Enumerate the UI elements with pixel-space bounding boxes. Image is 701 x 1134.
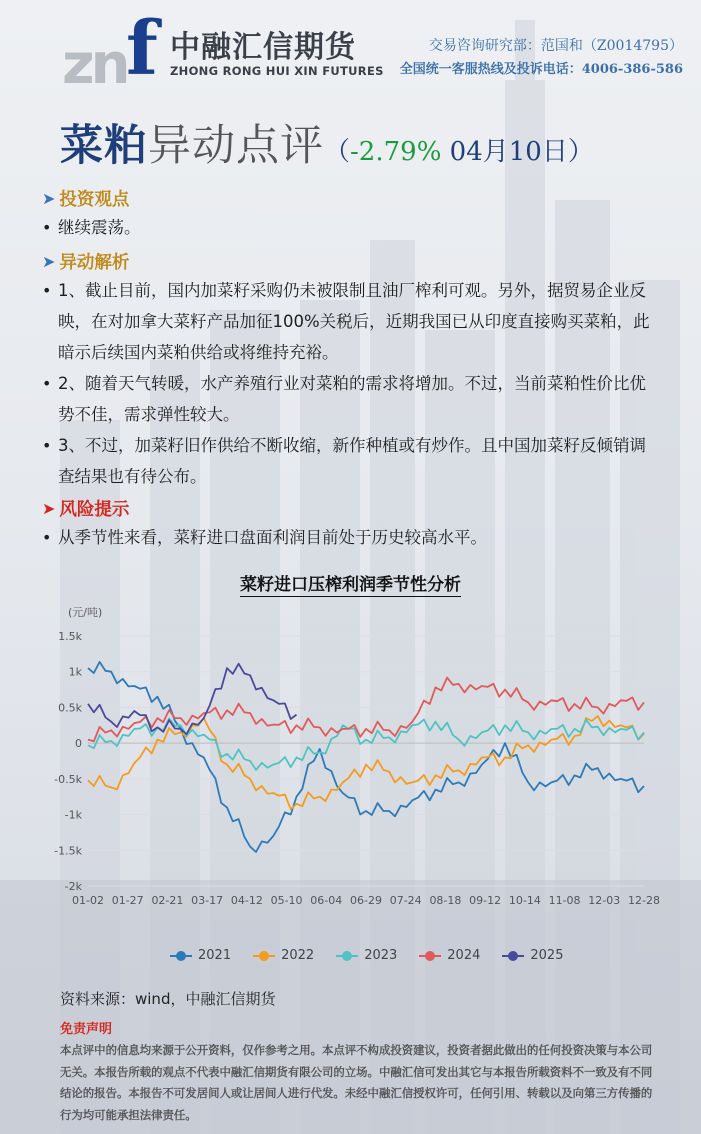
x-tick-label: 07-24: [389, 894, 422, 907]
bullet-icon: •: [42, 436, 52, 455]
x-tick-label: 03-17: [191, 894, 224, 907]
analyst-line: 交易咨询研究部：范国和（Z0014795）: [428, 38, 683, 54]
series-line-2021: [88, 662, 644, 852]
arrow-right-icon: ➤: [42, 188, 56, 208]
list-item: • 1、截止目前，国内加菜籽采购仍未被限制且油厂榨利可观。另外，据贸易企业反映，在对加拿大菜籽产品加征100%关税后，近期我国已从印度直接购买菜粕，此暗示后续国内菜粕供给或将维持充裕。: [42, 275, 662, 368]
section-heading-analysis: ➤ 异动解析: [42, 251, 130, 273]
disclaimer-body: 本点评中的信息均来源于公开资料，仅作参考之用。本点评不构成投资建议，投资者据此做出的任何投资决策与本公司无关。本报告所载的观点不代表中融汇信期货有限公司的立场。中融汇信可发出其它与本报告所载资料不一致及有不同结论的报告。本报告不可发居间人或让居间人进行代发。未经中融汇信授权许可，任何引用、转载以及向第三方传播的行为均可能承担法律责任。: [60, 1043, 653, 1122]
disclaimer-title: 免责声明: [60, 1022, 113, 1037]
logo-mark-f: f: [126, 6, 158, 92]
report-title: [60, 112, 594, 173]
arrow-right-icon: ➤: [42, 251, 56, 271]
chart-title: 菜籽进口压榨利润季节性分析: [240, 575, 461, 595]
y-tick-label: -2k: [64, 880, 82, 893]
logo-company-name-en: ZHONG RONG HUI XIN FUTURES: [170, 64, 384, 78]
y-tick-label: -1k: [64, 808, 82, 822]
list-item: • 从季节性来看，菜籽进口盘面利润目前处于历史较高水平。: [42, 522, 662, 553]
contact-info: [400, 34, 683, 82]
x-tick-label: 02-21: [151, 894, 184, 907]
section-heading-view: ➤ 投资观点: [42, 188, 130, 210]
arrow-right-icon: ➤: [42, 498, 56, 518]
x-tick-label: 06-04: [310, 894, 343, 907]
report-header: [0, 0, 701, 100]
x-tick-label: 12-28: [628, 894, 660, 907]
title-subtitle: 异动点评: [148, 121, 324, 171]
list-item: • 3、不过，加菜籽旧作供给不断收缩，新作种植或有炒作。且中国加菜籽反倾销调查结果也有待公布。: [42, 430, 662, 492]
bullet-icon: •: [42, 374, 52, 393]
section-heading-risk: ➤ 风险提示: [42, 498, 130, 520]
data-source: 资料来源：wind，中融汇信期货: [60, 990, 276, 1008]
hotline-line: 全国统一客服热线及投诉电话：4006-386-586: [399, 62, 683, 77]
x-tick-label: 06-29: [350, 894, 382, 907]
report-date: 04月10日）: [441, 137, 594, 167]
seasonal-profit-line-chart: [54, 600, 660, 920]
list-item: • 继续震荡。: [42, 212, 662, 243]
y-tick-label: 0: [75, 737, 82, 751]
x-tick-label: 10-14: [508, 894, 541, 907]
x-tick-label: 04-12: [230, 894, 263, 907]
logo-mark-zn: zn: [62, 32, 127, 97]
title-product: 菜粕: [60, 121, 148, 171]
y-tick-label: 1k: [68, 665, 82, 679]
company-logo: [62, 6, 384, 97]
title-paren-open: （: [324, 137, 351, 167]
x-tick-label: 05-10: [270, 894, 303, 907]
series-line-2023: [88, 718, 644, 770]
legend-item-2024[interactable]: 2024: [419, 948, 480, 963]
y-axis-unit-label: (元/吨): [68, 606, 103, 619]
legend-item-2025[interactable]: 2025: [502, 948, 563, 963]
list-item: • 2、随着天气转暖，水产养殖行业对菜粕的需求将增加。不过，当前菜粕性价比优势不佳，需求弹性较大。: [42, 368, 662, 430]
logo-company-name-cn: 中融汇信期货: [170, 30, 356, 65]
bullet-icon: •: [42, 528, 52, 547]
legend-item-2021[interactable]: 2021: [170, 948, 231, 963]
x-tick-label: 11-08: [548, 894, 581, 907]
x-tick-label: 09-12: [469, 894, 502, 907]
legend-item-2022[interactable]: 2022: [253, 948, 314, 963]
x-tick-label: 08-18: [429, 894, 462, 907]
x-tick-label: 01-27: [111, 894, 144, 907]
price-change-percent: -2.79%: [350, 137, 442, 167]
y-tick-label: 0.5k: [58, 701, 82, 715]
bullet-icon: •: [42, 281, 52, 300]
y-tick-label: -0.5k: [54, 772, 82, 786]
y-tick-label: 1.5k: [58, 630, 82, 643]
legend-item-2023[interactable]: 2023: [336, 948, 397, 963]
bullet-icon: •: [42, 218, 52, 237]
y-tick-label: -1.5k: [54, 844, 82, 858]
x-tick-label: 12-03: [588, 894, 621, 907]
report-content: [42, 184, 662, 553]
x-tick-label: 01-02: [72, 894, 104, 907]
chart-legend: [170, 948, 563, 963]
